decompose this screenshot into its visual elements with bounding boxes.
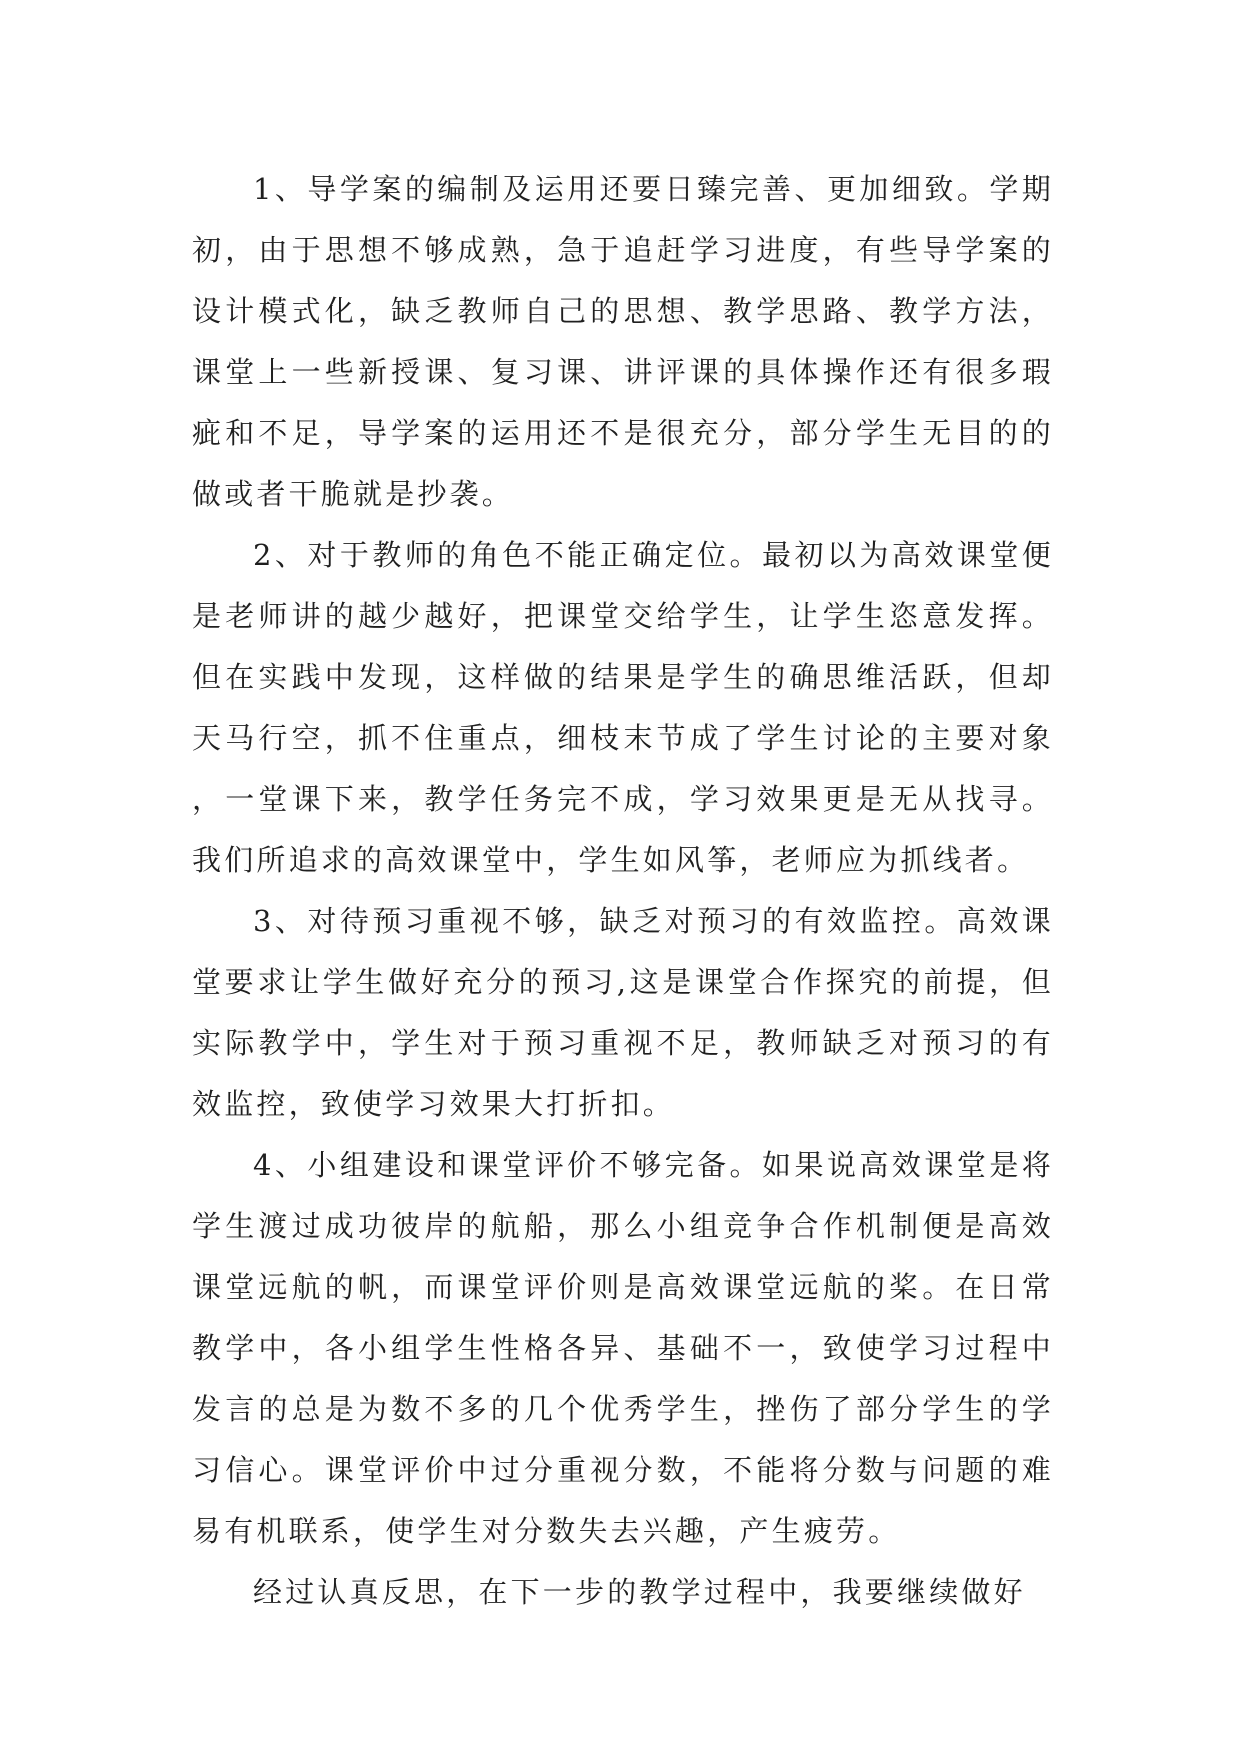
paragraph-2: 2、对于教师的角色不能正确定位。最初以为高效课堂便是老师讲的越少越好，把课堂交给学生，让学生恣意发挥。但在实践中发现，这样做的结果是学生的确思维活跃，但却天马行空，抓不住重点，细枝末节成了学生讨论的主要对象，一堂课下来，教学任务完不成，学习效果更是无从找寻。我们所追求的高效课堂中，学生如风筝，老师应为抓线者。 <box>192 538 1054 877</box>
paragraph-1: 1、导学案的编制及运用还要日臻完善、更加细致。学期初，由于思想不够成熟，急于追赶学习进度，有些导学案的设计模式化，缺乏教师自己的思想、教学思路、教学方法，课堂上一些新授课、复习课、讲评课的具体操作还有很多瑕疵和不足，导学案的运用还不是很充分，部分学生无目的的做或者干脆就是抄袭。 <box>192 172 1054 511</box>
paragraph-5: 经过认真反思，在下一步的教学过程中，我要继续做好 <box>253 1575 1026 1609</box>
document-body <box>192 159 1054 1623</box>
paragraph-4: 4、小组建设和课堂评价不够完备。如果说高效课堂是将学生渡过成功彼岸的航船，那么小组竞争合作机制便是高效课堂远航的帆，而课堂评价则是高效课堂远航的桨。在日常教学中，各小组学生性格各异、基础不一，致使学习过程中发言的总是为数不多的几个优秀学生，挫伤了部分学生的学习信心。课堂评价中过分重视分数，不能将分数与问题的难易有机联系，使学生对分数失去兴趣，产生疲劳。 <box>192 1148 1054 1548</box>
paragraph-3: 3、对待预习重视不够，缺乏对预习的有效监控。高效课堂要求让学生做好充分的预习,这是课堂合作探究的前提，但实际教学中，学生对于预习重视不足，教师缺乏对预习的有效监控，致使学习效果大打折扣。 <box>192 904 1054 1121</box>
